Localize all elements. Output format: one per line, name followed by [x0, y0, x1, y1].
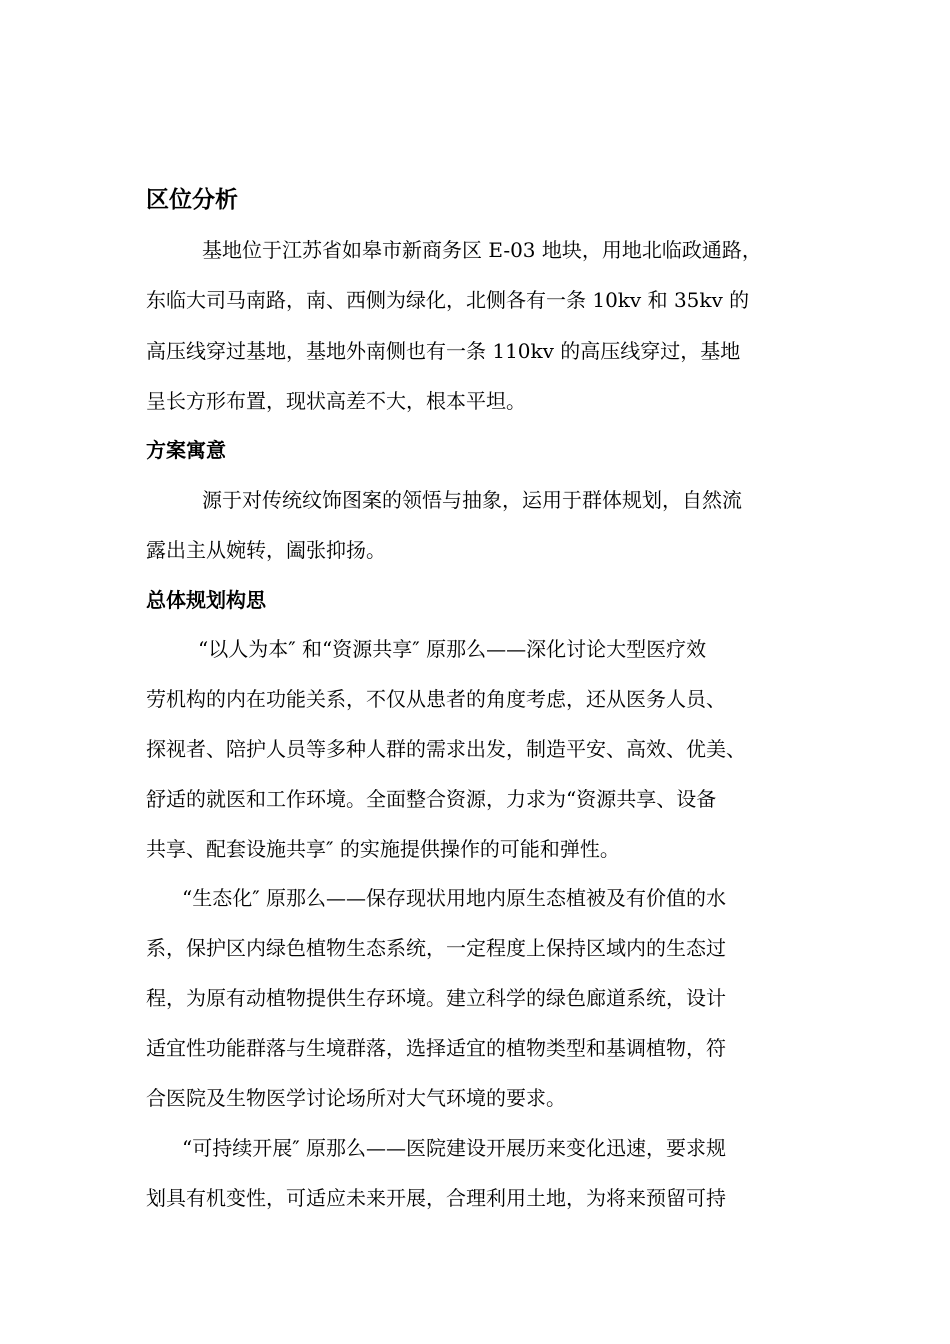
paragraph-ecological: [146, 884, 836, 1114]
text-line: 探视者、陪护人员等多种人群的需求出发，制造平安、高效、优美、: [146, 737, 746, 761]
section-overall-planning: [146, 586, 836, 614]
paragraph-location: [146, 236, 836, 416]
text-line: 基地位于江苏省如皋市新商务区 E-03 地块，用地北临政通路，: [202, 238, 762, 262]
text-line: 舒适的就医和工作环境。全面整合资源，力求为“资源共享、设备: [146, 787, 717, 811]
paragraph-sustainable: [146, 1134, 836, 1214]
text-line: 源于对传统纹饰图案的领悟与抽象，运用于群体规划，自然流: [202, 488, 742, 512]
section-location-analysis: [146, 185, 836, 215]
text-line: “以人为本″ 和“资源共享″ 原那么——深化讨论大型医疗效: [198, 637, 707, 661]
section-design-meaning: [146, 436, 836, 464]
text-line: 程，为原有动植物提供生存环境。建立科学的绿色廊道系统，设计: [146, 986, 726, 1010]
text-line: 劳机构的内在功能关系，不仅从患者的角度考虑，还从医务人员、: [146, 687, 726, 711]
text-line: 东临大司马南路，南、西侧为绿化，北侧各有一条 10kv 和 35kv 的: [146, 288, 750, 312]
section-heading: 方案寓意: [146, 438, 226, 462]
text-line: 高压线穿过基地，基地外南侧也有一条 110kv 的高压线穿过，基地: [146, 339, 741, 363]
text-line: 划具有机变性，可适应未来开展，合理利用土地，为将来预留可持: [146, 1186, 726, 1210]
section-heading: 区位分析: [146, 187, 238, 213]
text-line: 合医院及生物医学讨论场所对大气环境的要求。: [146, 1086, 566, 1110]
text-line: 系，保护区内绿色植物生态系统，一定程度上保持区域内的生态过: [146, 936, 726, 960]
section-heading: 总体规划构思: [146, 588, 266, 612]
text-line: 露出主从婉转，阖张抑扬。: [146, 538, 386, 562]
paragraph-meaning: [146, 486, 836, 566]
text-line: 适宜性功能群落与生境群落，选择适宜的植物类型和基调植物，符: [146, 1036, 726, 1060]
text-line: 呈长方形布置，现状高差不大，根本平坦。: [146, 389, 526, 413]
text-line: “可持续开展″ 原那么——医院建设开展历来变化迅速，要求规: [182, 1136, 727, 1160]
text-line: 共享、配套设施共享″ 的实施提供操作的可能和弹性。: [146, 837, 620, 861]
text-line: “生态化″ 原那么——保存现状用地内原生态植被及有价值的水: [182, 886, 727, 910]
paragraph-people-oriented: [146, 635, 836, 865]
